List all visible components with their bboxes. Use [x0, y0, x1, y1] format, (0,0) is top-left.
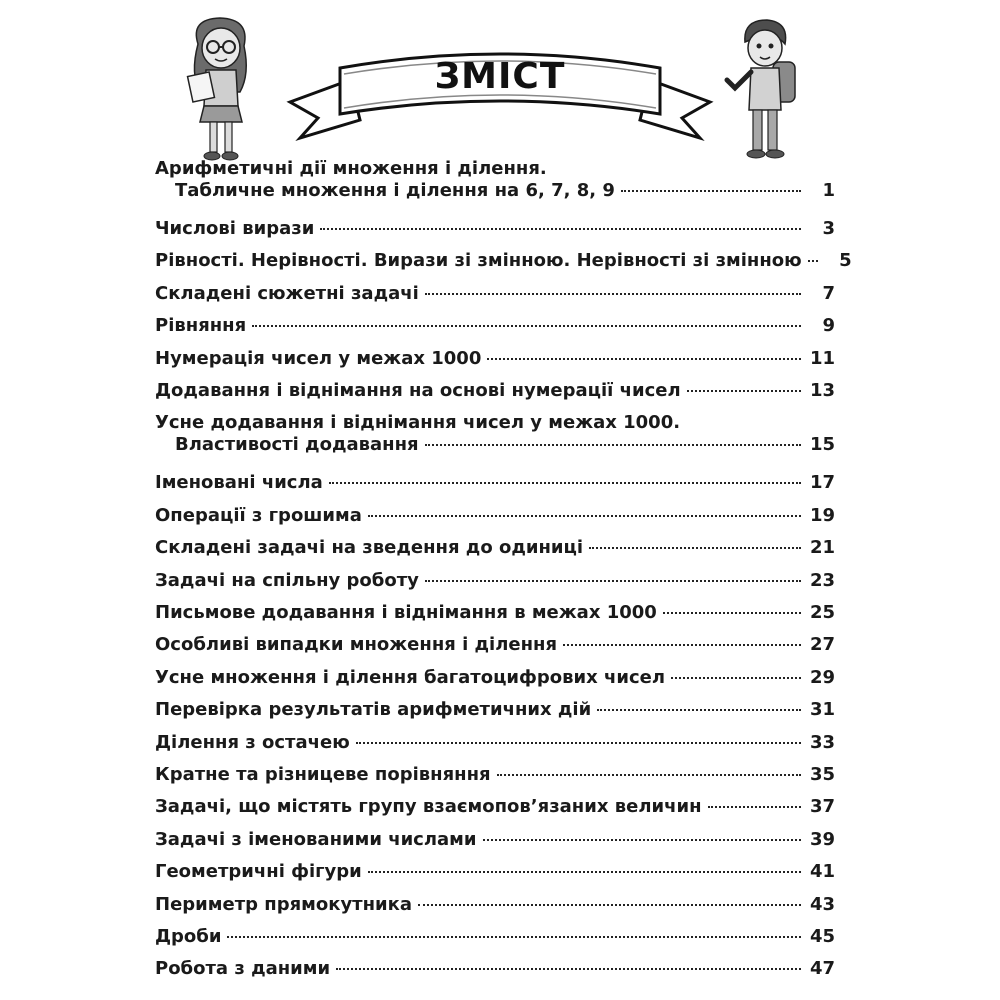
toc-page-number: 17 [809, 472, 835, 494]
toc-page-number: 1 [822, 180, 835, 201]
toc-entry [155, 602, 835, 624]
toc-page-number: 13 [809, 380, 835, 401]
toc-page-number: 3 [822, 218, 835, 239]
toc-page-number: 19 [809, 504, 835, 526]
dot-leader [563, 644, 801, 646]
toc-page-number: 7 [822, 282, 835, 304]
toc-entry [155, 412, 835, 456]
dot-leader [329, 482, 801, 484]
toc-entry [155, 218, 835, 240]
toc-page-number: 43 [809, 893, 835, 915]
toc-entry-title-line1: Арифметичні дії множення і ділення. [155, 158, 547, 179]
dot-leader [356, 742, 801, 744]
toc-entry-title: Задачі на спільну роботу [155, 569, 419, 591]
toc-entry [155, 796, 835, 818]
toc-entry-title: Письмове додавання і віднімання в межах 1000 [155, 602, 657, 623]
toc-entry-title: Кратне та різницеве порівняння [155, 764, 491, 785]
toc-entry [155, 315, 835, 337]
toc-page-number: 33 [809, 731, 835, 753]
toc-entry-title: Перевірка результатів арифметичних дій [155, 699, 592, 721]
toc-entry [155, 699, 835, 721]
toc-page-number: 41 [809, 861, 835, 883]
dot-leader [497, 774, 801, 776]
toc-entry-title: Складені сюжетні задачі [155, 282, 419, 304]
dot-leader [671, 677, 801, 679]
girl-character-illustration [170, 14, 270, 164]
dot-leader [589, 547, 801, 549]
dot-leader [425, 293, 801, 295]
dot-leader [621, 190, 801, 192]
toc-page-number: 45 [809, 926, 835, 947]
dot-leader [418, 904, 801, 906]
toc-entry [155, 634, 835, 656]
toc-entry [155, 732, 835, 754]
toc-entry [155, 250, 852, 272]
toc-entry [155, 958, 835, 980]
dot-leader [425, 580, 801, 582]
toc-entry-title: Дроби [155, 926, 222, 947]
toc-entry-title: Рівності. Нерівності. Вирази зі змінною. Нерівності зі змінною [155, 250, 802, 272]
toc-page-number: 39 [809, 828, 835, 850]
boy-character-illustration [715, 14, 815, 164]
toc-entry-title: Периметр прямокутника [155, 893, 413, 915]
toc-entry-title: Іменовані числа [155, 472, 323, 494]
toc-entry [155, 764, 835, 786]
toc-entry [155, 570, 835, 592]
toc-page-number: 9 [822, 315, 835, 337]
toc-entry [155, 283, 835, 305]
toc-page-number: 15 [809, 434, 835, 456]
toc-entry [155, 926, 835, 948]
page-title: ЗМІСТ [434, 56, 566, 97]
toc-entry-title: Додавання і віднімання на основі нумерації чисел [155, 380, 681, 401]
toc-entry [155, 829, 835, 851]
toc-page-number: 35 [809, 764, 835, 785]
toc-entry [155, 537, 835, 559]
dot-leader [487, 358, 801, 360]
dot-leader [320, 228, 801, 230]
toc-page-number: 5 [839, 250, 852, 272]
dot-leader [663, 612, 801, 614]
toc-page-number: 27 [809, 634, 835, 656]
toc-entry [155, 861, 835, 883]
dot-leader [483, 839, 801, 841]
toc-entry-title: Задачі, що містять групу взаємопов’язаних величин [155, 796, 702, 818]
title-banner [280, 40, 720, 150]
dot-leader [336, 968, 801, 970]
toc-entry-title: Властивості додавання [175, 434, 419, 456]
toc-entry [155, 894, 835, 916]
toc-entry-title: Складені задачі на зведення до одиниці [155, 537, 584, 559]
toc-entry-title: Геометричні фігури [155, 861, 362, 883]
toc-page-number: 21 [809, 537, 835, 559]
toc-entry-title: Операції з грошима [155, 504, 362, 526]
toc-page-number: 25 [809, 602, 835, 623]
dot-leader [687, 390, 801, 392]
toc-entry-title-line1: Усне додавання і віднімання чисел у межах 1000. [155, 412, 681, 434]
toc-entry [155, 667, 835, 689]
toc-page-number: 37 [809, 796, 835, 818]
dot-leader [368, 515, 801, 517]
toc-entry [155, 380, 835, 402]
toc-entry-title: Нумерація чисел у межах 1000 [155, 347, 482, 369]
toc-entry-title: Ділення з остачею [155, 731, 350, 753]
toc-page-number: 31 [809, 699, 835, 721]
dot-leader [252, 325, 801, 327]
dot-leader [708, 806, 801, 808]
toc-entry-title: Усне множення і ділення багатоцифрових чисел [155, 666, 666, 688]
toc-entry-title: Задачі з іменованими числами [155, 828, 477, 850]
toc-page-number: 47 [809, 958, 835, 980]
toc-page-number: 11 [809, 347, 835, 369]
dot-leader [227, 936, 801, 938]
toc-entry [155, 348, 835, 370]
toc-entry-title: Рівняння [155, 315, 247, 337]
dot-leader [808, 260, 818, 262]
toc-entry-title: Табличне множення і ділення на 6, 7, 8, 9 [175, 180, 615, 201]
toc-entry-title: Особливі випадки множення і ділення [155, 634, 558, 656]
dot-leader [597, 709, 801, 711]
toc-entry-title: Робота з даними [155, 958, 331, 980]
dot-leader [368, 871, 801, 873]
toc-page-number: 23 [809, 569, 835, 591]
toc-page-number: 29 [809, 666, 835, 688]
dot-leader [425, 444, 801, 446]
toc-entry [155, 505, 835, 527]
toc-entry-title: Числові вирази [155, 218, 315, 239]
toc-entry [155, 472, 835, 494]
toc-entry [155, 158, 835, 202]
